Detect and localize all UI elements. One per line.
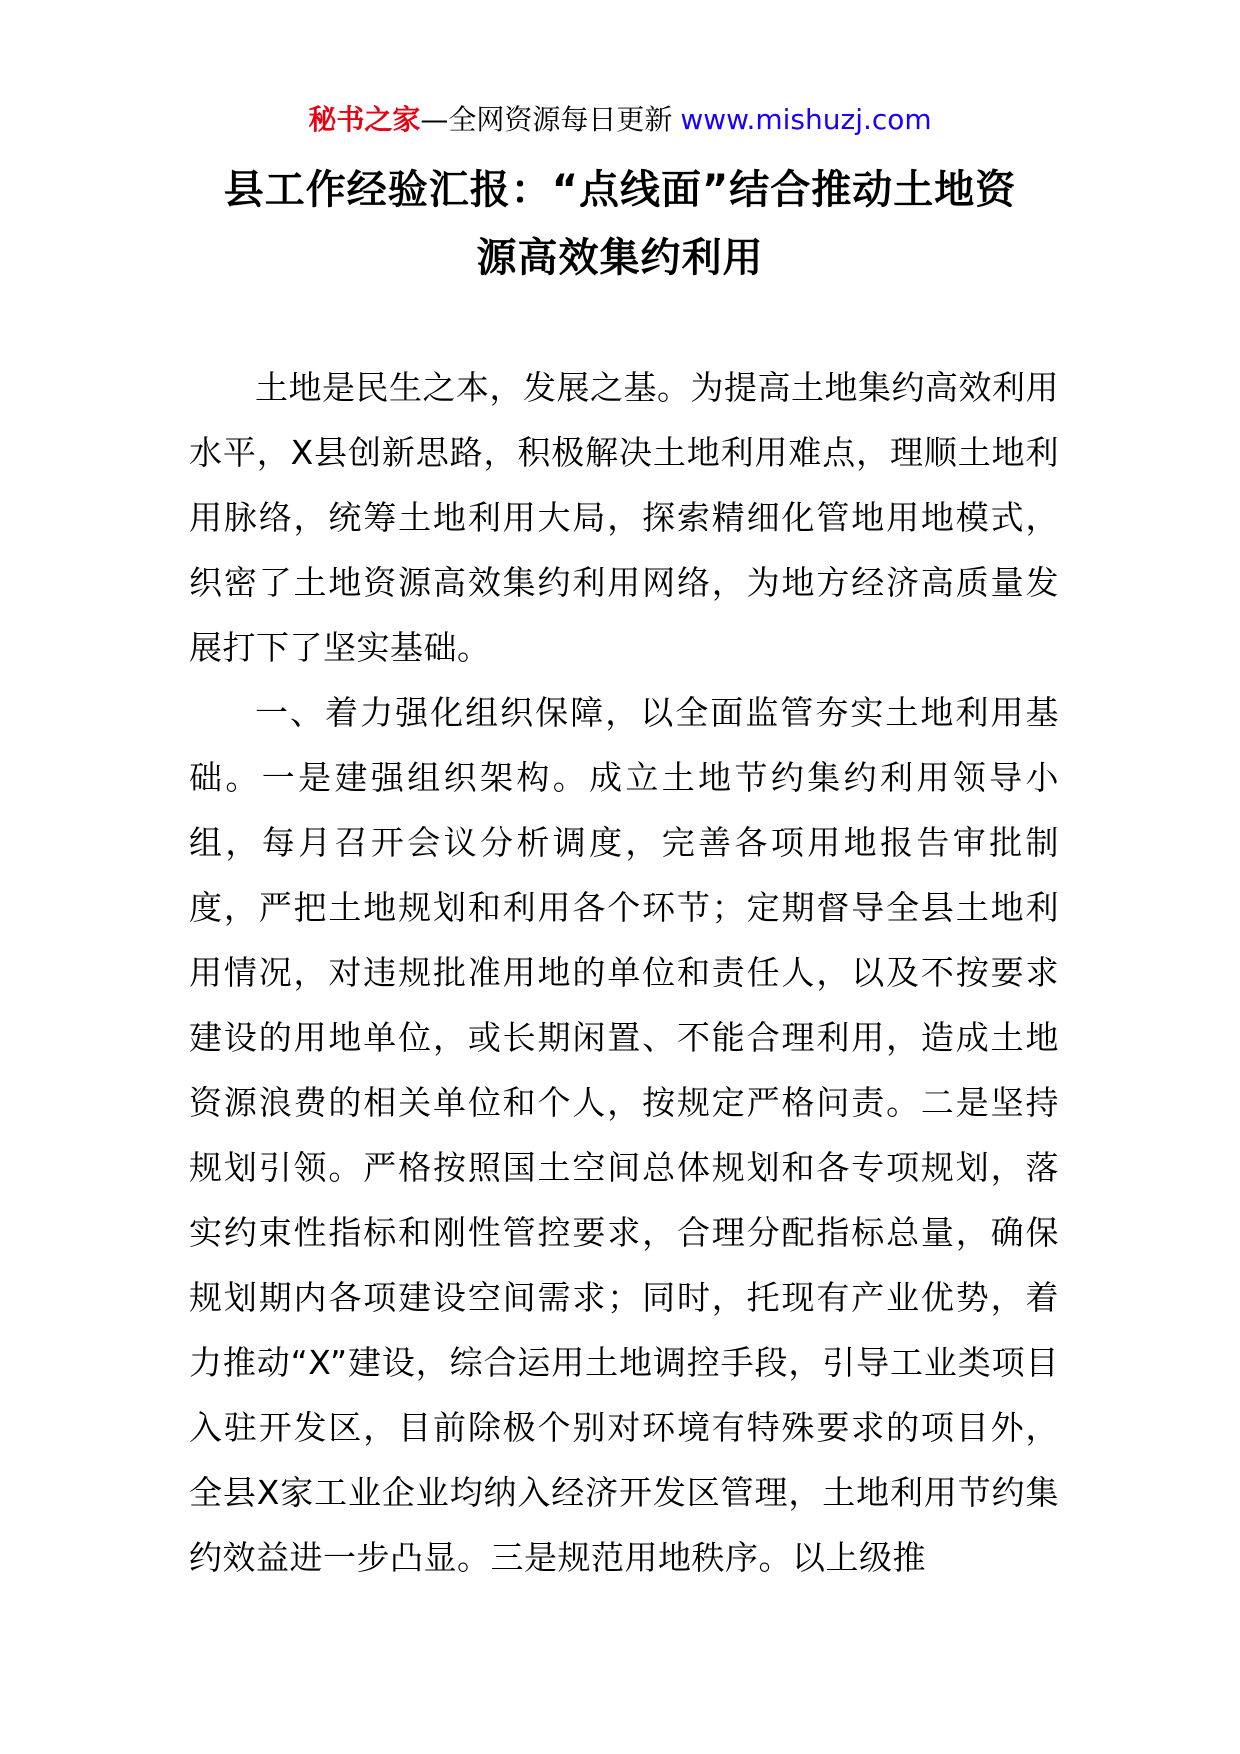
paragraph-section-1: 一、着力强化组织保障，以全面监管夯实土地利用基础。一是建强组织架构。成立土地节约集约利用领导小组，每月召开会议分析调度，完善各项用地报告审批制度，严把土地规划和利用各个环节；定期督导全县土地利用情况，对违规批准用地的单位和责任人，以及不按要求建设的用地单位，或长期闲置、不能合理利用，造成土地资源浪费的相关单位和个人，按规定严格问责。二是坚持规划引领。严格按照国土空间总体规划和各专项规划，落实约束性指标和刚性管控要求，合理分配指标总量，确保规划期内各项建设空间需求；同时，托现有产业优势，着力推动“X”建设，综合运用土地调控手段，引导工业类项目入驻开发区，目前除极个别对环境有特殊要求的项目外，全县X家工业企业均纳入经济开发区管理，土地利用节约集约效益进一步凸显。三是规范用地秩序。以上级推 [189, 693, 1059, 1577]
document-title [170, 156, 1070, 292]
paragraph-intro: 土地是民生之本，发展之基。为提高土地集约高效利用水平，X县创新思路，积极解决土地利用难点，理顺土地利用脉络，统筹土地利用大局，探索精细化管地用地模式，织密了土地资源高效集约利用网络，为地方经济高质量发展打下了坚实基础。 [189, 368, 1059, 667]
document-title-line-1: 县工作经验汇报：“点线面”结合推动土地资 [223, 167, 1017, 213]
header-slogan: —全网资源每日更新 [420, 103, 673, 136]
document-body [189, 355, 1059, 1590]
brand-name: 秘书之家 [308, 103, 421, 136]
document-title-line-2: 源高效集约利用 [476, 235, 764, 281]
site-url-link[interactable]: www.mishuzj.com [680, 103, 932, 136]
site-header [0, 100, 1240, 140]
